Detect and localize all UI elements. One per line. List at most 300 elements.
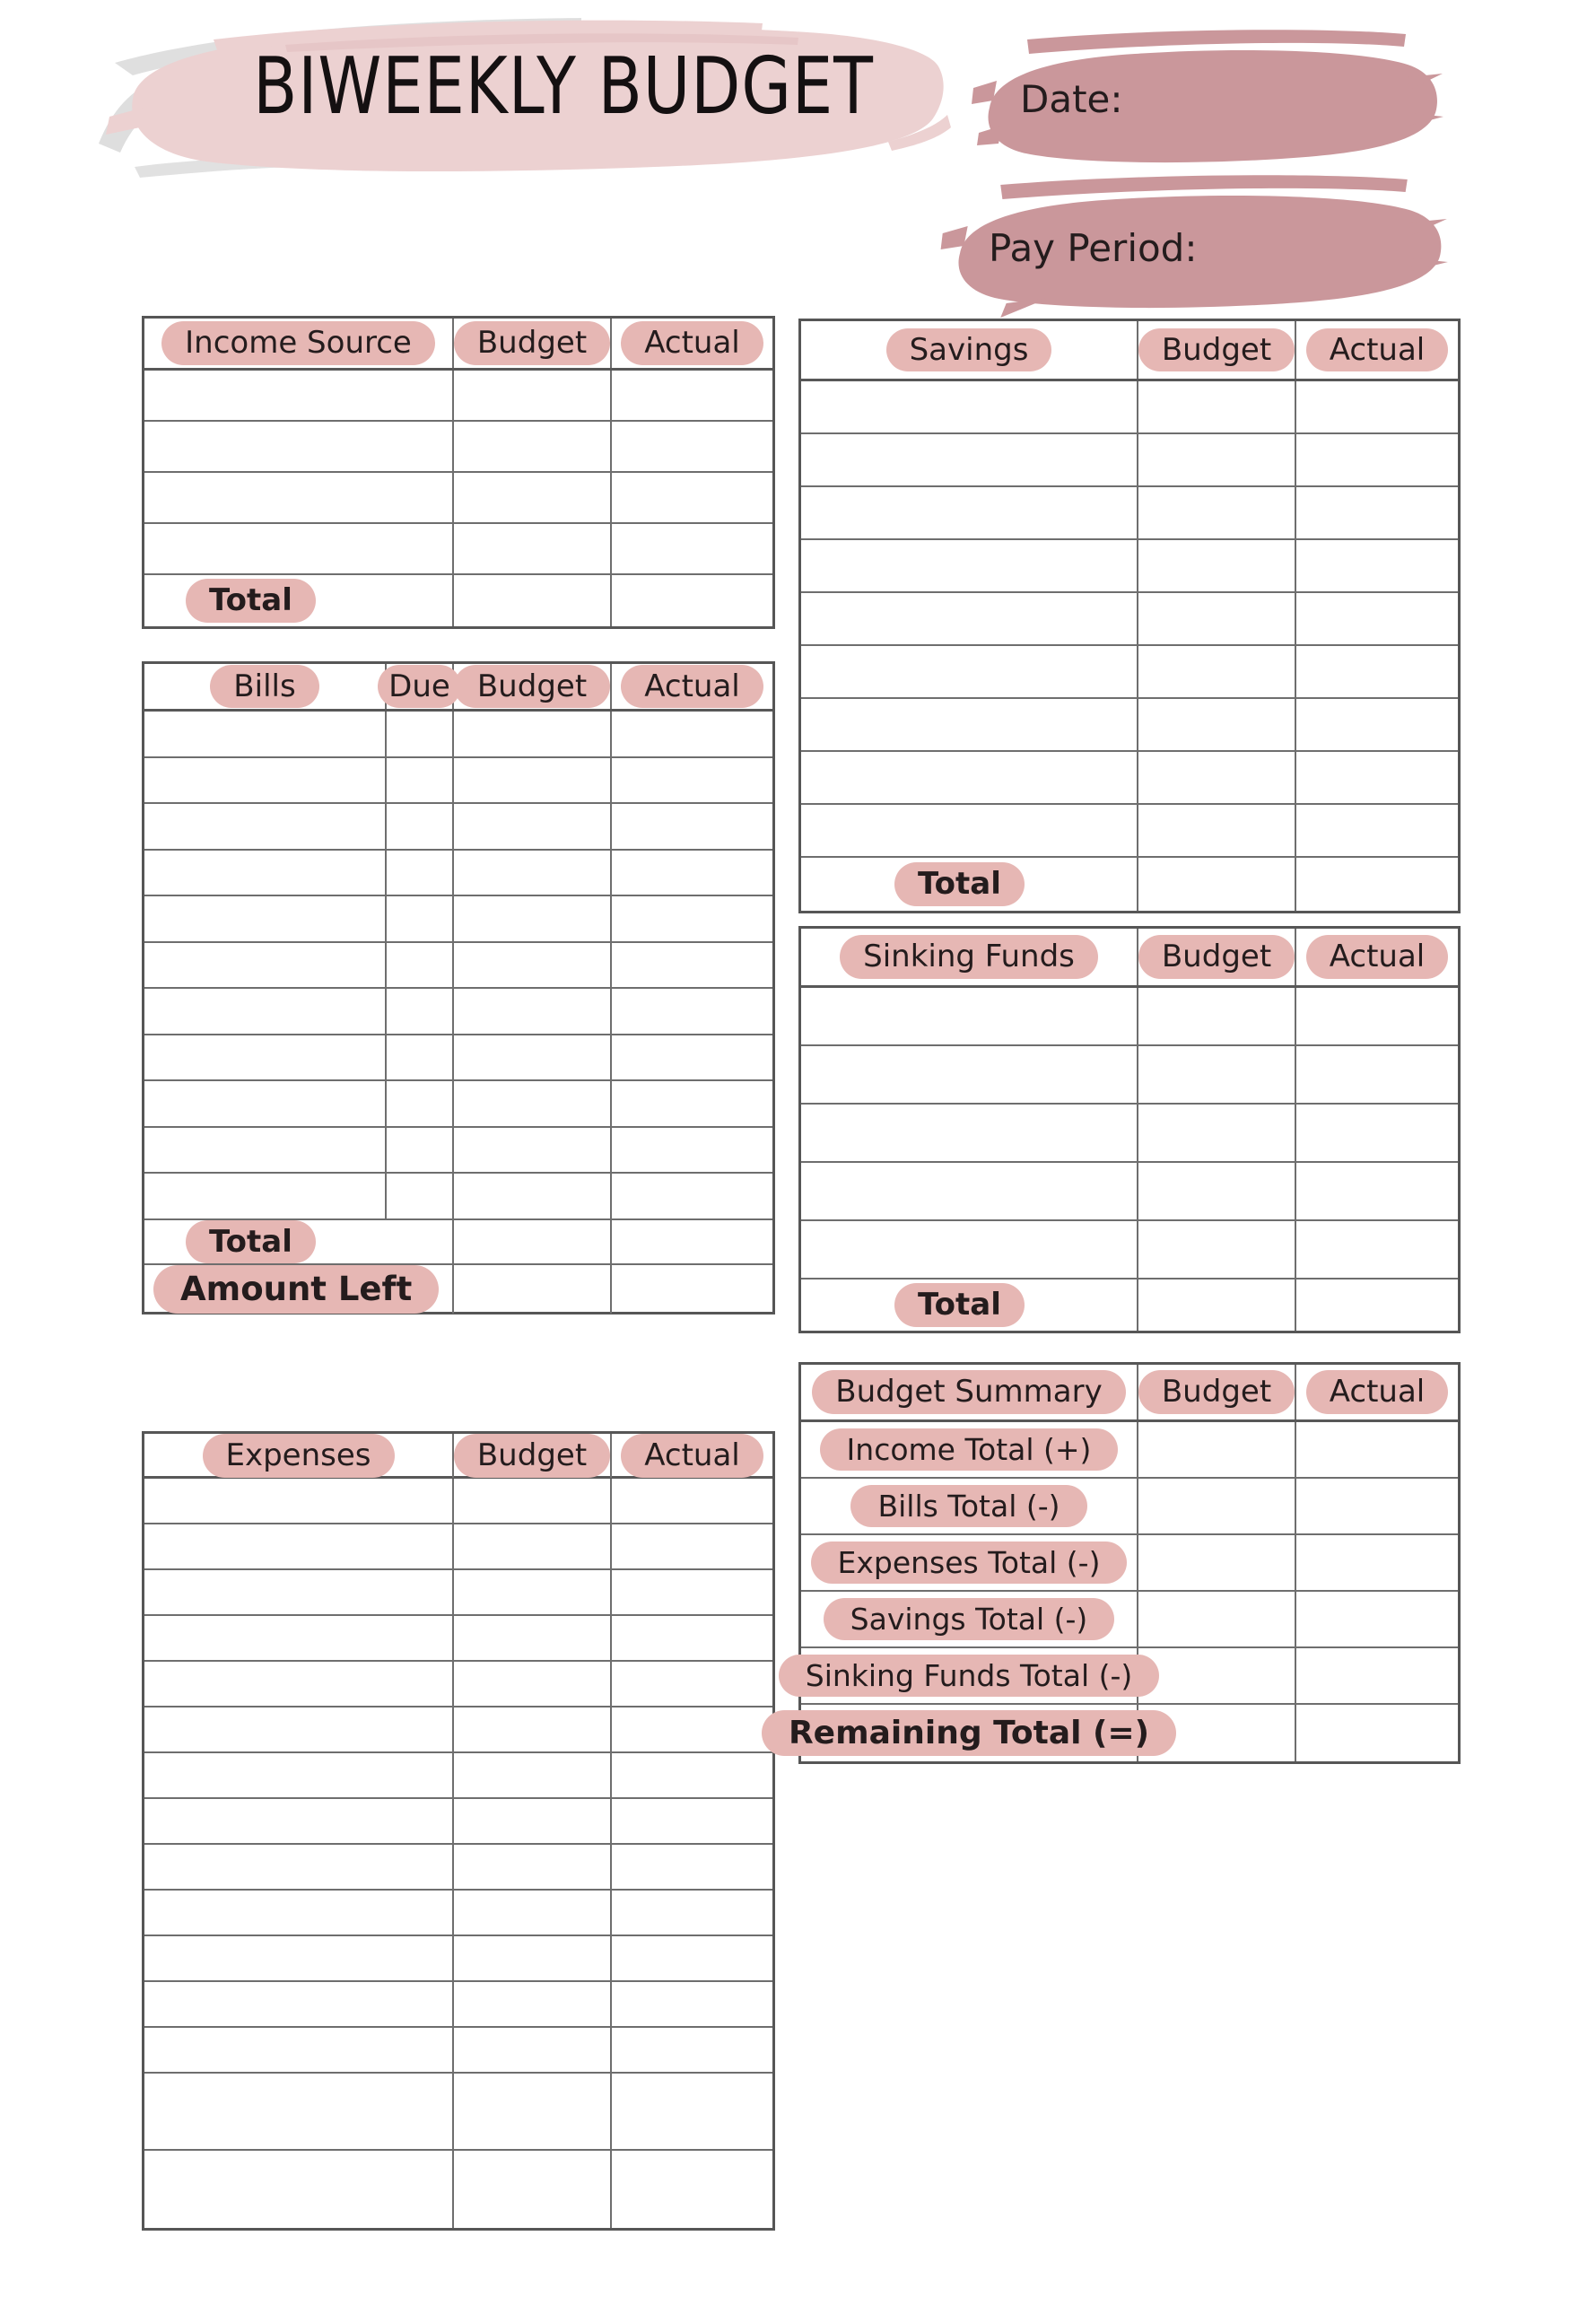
- summary-header-budget: [1138, 1365, 1296, 1419]
- pay-period-input-area[interactable]: [1193, 210, 1417, 291]
- savings-row9-cell1[interactable]: [801, 805, 1138, 856]
- summary-sinking-funds-total-budget-cell[interactable]: [1138, 1648, 1296, 1703]
- summary-expenses-total-actual-cell[interactable]: [1296, 1535, 1458, 1590]
- income-total-label: [144, 575, 454, 626]
- expenses-row4-cell1[interactable]: [144, 1616, 454, 1660]
- expenses-row11-cell3[interactable]: [612, 1936, 772, 1980]
- savings-row6-cell2[interactable]: [1138, 646, 1296, 697]
- bills-row1-cell3[interactable]: [454, 712, 612, 756]
- sinking-row4-cell2[interactable]: [1138, 1163, 1296, 1219]
- expenses-row14-cell1[interactable]: [144, 2074, 454, 2149]
- sinking-row: [801, 1221, 1458, 1280]
- sinking-total-value-cell2[interactable]: [1296, 1280, 1458, 1331]
- savings-row8-cell1[interactable]: [801, 752, 1138, 803]
- savings-row: [801, 434, 1458, 487]
- expenses-row5-cell2[interactable]: [454, 1662, 612, 1706]
- expenses-row10-cell1[interactable]: [144, 1891, 454, 1935]
- expenses-row1-cell2[interactable]: [454, 1479, 612, 1523]
- sinking-header-sinking-funds-pill: Sinking Funds: [840, 935, 1098, 979]
- bills-amount-left-value-cell2[interactable]: [612, 1265, 772, 1314]
- expenses-row9-cell2[interactable]: [454, 1845, 612, 1889]
- bills-row11-cell1[interactable]: [144, 1174, 387, 1218]
- income-row4-cell2[interactable]: [454, 524, 612, 573]
- sinking-row3-cell3[interactable]: [1296, 1105, 1458, 1161]
- bills-row7-cell1[interactable]: [144, 989, 387, 1034]
- title-banner: [79, 7, 963, 187]
- bills-row: [144, 1174, 772, 1220]
- expenses-header-row: [144, 1434, 772, 1479]
- savings-row1-cell3[interactable]: [1296, 381, 1458, 432]
- bills-row5-cell4[interactable]: [612, 896, 772, 941]
- savings-row3-cell3[interactable]: [1296, 487, 1458, 538]
- savings-row7-cell3[interactable]: [1296, 699, 1458, 750]
- income-row2-cell1[interactable]: [144, 422, 454, 471]
- income-header-actual-pill: Actual: [621, 321, 763, 365]
- savings-row2-cell1[interactable]: [801, 434, 1138, 485]
- savings-row: [801, 487, 1458, 540]
- summary-label-remaining-total-pill: Remaining Total (=): [762, 1710, 1176, 1756]
- expenses-row12-cell1[interactable]: [144, 1982, 454, 2026]
- expenses-row: [144, 1845, 772, 1891]
- expenses-row: [144, 1891, 772, 1936]
- expenses-row6-cell3[interactable]: [612, 1707, 772, 1751]
- savings-row: [801, 805, 1458, 858]
- savings-row4-cell2[interactable]: [1138, 540, 1296, 591]
- bills-row6-cell4[interactable]: [612, 943, 772, 988]
- sinking-row5-cell2[interactable]: [1138, 1221, 1296, 1278]
- sinking-header-sinking-funds: [801, 929, 1138, 985]
- bills-row9-cell4[interactable]: [612, 1081, 772, 1126]
- savings-header-row: [801, 321, 1458, 381]
- date-input-area[interactable]: [1135, 61, 1422, 142]
- bills-header-due: [387, 664, 454, 709]
- expenses-row: [144, 2028, 772, 2074]
- income-header-income-source: [144, 319, 454, 368]
- income-header-budget-pill: Budget: [454, 321, 610, 365]
- bills-row11-cell2[interactable]: [387, 1174, 454, 1218]
- expenses-header-expenses-pill: Expenses: [203, 1434, 395, 1478]
- expenses-header-actual-pill: Actual: [621, 1434, 763, 1478]
- income-row: [144, 473, 772, 524]
- income-header-row: [144, 319, 772, 371]
- pay-period-label: Pay Period:: [989, 226, 1198, 270]
- income-row1-cell3[interactable]: [612, 371, 772, 420]
- expenses-row1-cell3[interactable]: [612, 1479, 772, 1523]
- bills-row3-cell2[interactable]: [387, 804, 454, 849]
- bills-header-actual-pill: Actual: [621, 665, 763, 709]
- summary-remaining-total-actual-cell[interactable]: [1296, 1705, 1458, 1761]
- expenses-row: [144, 1662, 772, 1707]
- expenses-row1-cell1[interactable]: [144, 1479, 454, 1523]
- date-banner: [964, 25, 1444, 178]
- savings-row2-cell2[interactable]: [1138, 434, 1296, 485]
- bills-row8-cell3[interactable]: [454, 1035, 612, 1080]
- expenses-row15-cell3[interactable]: [612, 2151, 772, 2228]
- expenses-row11-cell2[interactable]: [454, 1936, 612, 1980]
- sinking-row1-cell1[interactable]: [801, 988, 1138, 1044]
- bills-row11-cell4[interactable]: [612, 1174, 772, 1218]
- savings-row1-cell1[interactable]: [801, 381, 1138, 432]
- sinking-row: [801, 1280, 1458, 1331]
- bills-row: [144, 989, 772, 1035]
- bills-row1-cell2[interactable]: [387, 712, 454, 756]
- income-header-income-source-pill: Income Source: [161, 321, 435, 365]
- savings-row4-cell1[interactable]: [801, 540, 1138, 591]
- bills-row6-cell1[interactable]: [144, 943, 387, 988]
- sinking-total-value-cell1[interactable]: [1138, 1280, 1296, 1331]
- sinking-row1-cell3[interactable]: [1296, 988, 1458, 1044]
- bills-row1-cell4[interactable]: [612, 712, 772, 756]
- bills-row9-cell3[interactable]: [454, 1081, 612, 1126]
- income-row4-cell1[interactable]: [144, 524, 454, 573]
- bills-row: [144, 804, 772, 851]
- savings-row5-cell2[interactable]: [1138, 593, 1296, 644]
- savings-row: [801, 646, 1458, 699]
- bills-row6-cell2[interactable]: [387, 943, 454, 988]
- bills-row4-cell1[interactable]: [144, 851, 387, 895]
- income-row: [144, 422, 772, 473]
- income-header-budget: [454, 319, 612, 368]
- bills-header-budget: [454, 664, 612, 709]
- bills-row4-cell3[interactable]: [454, 851, 612, 895]
- savings-row7-cell1[interactable]: [801, 699, 1138, 750]
- bills-row8-cell2[interactable]: [387, 1035, 454, 1080]
- savings-row: [801, 593, 1458, 646]
- savings-row3-cell2[interactable]: [1138, 487, 1296, 538]
- bills-row7-cell4[interactable]: [612, 989, 772, 1034]
- expenses-row: [144, 1753, 772, 1799]
- bills-row10-cell1[interactable]: [144, 1128, 387, 1173]
- summary-savings-total-budget-cell[interactable]: [1138, 1592, 1296, 1646]
- sinking-row: [801, 988, 1458, 1046]
- expenses-row14-cell2[interactable]: [454, 2074, 612, 2149]
- expenses-row3-cell1[interactable]: [144, 1570, 454, 1614]
- expenses-row8-cell2[interactable]: [454, 1799, 612, 1843]
- sinking-row4-cell1[interactable]: [801, 1163, 1138, 1219]
- income-row2-cell3[interactable]: [612, 422, 772, 471]
- bills-row: [144, 943, 772, 990]
- savings-total-label: [801, 858, 1138, 911]
- bills-row: [144, 712, 772, 758]
- savings-row5-cell3[interactable]: [1296, 593, 1458, 644]
- expenses-row: [144, 1982, 772, 2028]
- summary-header-budget-summary: [801, 1365, 1138, 1419]
- bills-row7-cell2[interactable]: [387, 989, 454, 1034]
- sinking-row5-cell3[interactable]: [1296, 1221, 1458, 1278]
- summary-row: [801, 1535, 1458, 1592]
- bills-row: [144, 758, 772, 805]
- income-row2-cell2[interactable]: [454, 422, 612, 471]
- bills-row2-cell4[interactable]: [612, 758, 772, 803]
- bills-row4-cell4[interactable]: [612, 851, 772, 895]
- summary-row: [801, 1648, 1458, 1705]
- savings-header-budget-pill: Budget: [1138, 328, 1295, 372]
- expenses-row7-cell2[interactable]: [454, 1753, 612, 1797]
- income-row4-cell3[interactable]: [612, 524, 772, 573]
- savings-row6-cell3[interactable]: [1296, 646, 1458, 697]
- sinking-row2-cell1[interactable]: [801, 1046, 1138, 1103]
- expenses-header-expenses: [144, 1434, 454, 1478]
- expenses-row: [144, 2074, 772, 2151]
- savings-total-label-pill: Total: [894, 862, 1025, 906]
- summary-label-bills-total: [801, 1479, 1138, 1533]
- sinking-row3-cell1[interactable]: [801, 1105, 1138, 1161]
- summary-header-budget-pill: Budget: [1138, 1370, 1295, 1414]
- savings-header-actual: [1296, 321, 1458, 379]
- expenses-row7-cell3[interactable]: [612, 1753, 772, 1797]
- sinking-funds-table: [798, 926, 1461, 1333]
- income-row: [144, 575, 772, 626]
- summary-bills-total-budget-cell[interactable]: [1138, 1479, 1296, 1533]
- summary-row: [801, 1422, 1458, 1479]
- sinking-row3-cell2[interactable]: [1138, 1105, 1296, 1161]
- bills-row: [144, 1265, 772, 1312]
- savings-total-value-cell1[interactable]: [1138, 858, 1296, 911]
- expenses-row6-cell2[interactable]: [454, 1707, 612, 1751]
- bills-amount-left-label-pill: Amount Left: [153, 1265, 439, 1314]
- bills-row11-cell3[interactable]: [454, 1174, 612, 1218]
- expenses-row: [144, 1479, 772, 1524]
- bills-table: [142, 661, 775, 1314]
- summary-row: [801, 1479, 1458, 1535]
- income-total-value-cell1[interactable]: [454, 575, 612, 626]
- expenses-row13-cell3[interactable]: [612, 2028, 772, 2072]
- savings-row8-cell2[interactable]: [1138, 752, 1296, 803]
- bills-row: [144, 1128, 772, 1175]
- summary-label-expenses-total-pill: Expenses Total (-): [811, 1542, 1128, 1585]
- summary-bills-total-actual-cell[interactable]: [1296, 1479, 1458, 1533]
- expenses-row2-cell1[interactable]: [144, 1524, 454, 1568]
- expenses-row: [144, 1707, 772, 1753]
- summary-label-bills-total-pill: Bills Total (-): [850, 1485, 1086, 1528]
- summary-header-actual: [1296, 1365, 1458, 1419]
- summary-savings-total-actual-cell[interactable]: [1296, 1592, 1458, 1646]
- expenses-row14-cell3[interactable]: [612, 2074, 772, 2149]
- bills-row10-cell2[interactable]: [387, 1128, 454, 1173]
- bills-header-actual: [612, 664, 772, 709]
- bills-row8-cell4[interactable]: [612, 1035, 772, 1080]
- savings-table: [798, 319, 1461, 913]
- bills-total-value-cell2[interactable]: [612, 1220, 772, 1264]
- bills-row4-cell2[interactable]: [387, 851, 454, 895]
- bills-row: [144, 1220, 772, 1265]
- savings-row: [801, 752, 1458, 805]
- expenses-row5-cell1[interactable]: [144, 1662, 454, 1706]
- sinking-row: [801, 1046, 1458, 1105]
- bills-amount-left-value-cell1[interactable]: [454, 1265, 612, 1314]
- sinking-header-budget-pill: Budget: [1138, 935, 1295, 979]
- income-table: [142, 316, 775, 629]
- expenses-row12-cell3[interactable]: [612, 1982, 772, 2026]
- page-title: BIWEEKLY BUDGET: [253, 41, 874, 133]
- expenses-row15-cell1[interactable]: [144, 2151, 454, 2228]
- savings-row3-cell1[interactable]: [801, 487, 1138, 538]
- bills-row2-cell3[interactable]: [454, 758, 612, 803]
- expenses-row: [144, 2151, 772, 2228]
- savings-row: [801, 699, 1458, 752]
- bills-row9-cell1[interactable]: [144, 1081, 387, 1126]
- savings-row2-cell3[interactable]: [1296, 434, 1458, 485]
- expenses-row: [144, 1524, 772, 1570]
- income-row1-cell2[interactable]: [454, 371, 612, 420]
- expenses-table: [142, 1431, 775, 2231]
- expenses-row4-cell2[interactable]: [454, 1616, 612, 1660]
- savings-row7-cell2[interactable]: [1138, 699, 1296, 750]
- savings-row5-cell1[interactable]: [801, 593, 1138, 644]
- bills-row: [144, 851, 772, 897]
- savings-row4-cell3[interactable]: [1296, 540, 1458, 591]
- expenses-row3-cell2[interactable]: [454, 1570, 612, 1614]
- savings-total-value-cell2[interactable]: [1296, 858, 1458, 911]
- expenses-row9-cell1[interactable]: [144, 1845, 454, 1889]
- bills-row2-cell2[interactable]: [387, 758, 454, 803]
- summary-label-savings-total: [801, 1592, 1138, 1646]
- summary-header-actual-pill: Actual: [1306, 1370, 1449, 1414]
- summary-remaining-total-budget-cell[interactable]: [1138, 1705, 1296, 1761]
- income-total-value-cell2[interactable]: [612, 575, 772, 626]
- sinking-header-budget: [1138, 929, 1296, 985]
- bills-row5-cell2[interactable]: [387, 896, 454, 941]
- expenses-row5-cell3[interactable]: [612, 1662, 772, 1706]
- savings-row: [801, 540, 1458, 593]
- sinking-row1-cell2[interactable]: [1138, 988, 1296, 1044]
- summary-header-budget-summary-pill: Budget Summary: [812, 1370, 1125, 1414]
- sinking-header-actual-pill: Actual: [1306, 935, 1449, 979]
- sinking-row: [801, 1105, 1458, 1163]
- bills-row1-cell1[interactable]: [144, 712, 387, 756]
- expenses-row: [144, 1570, 772, 1616]
- income-row3-cell3[interactable]: [612, 473, 772, 522]
- sinking-row2-cell2[interactable]: [1138, 1046, 1296, 1103]
- savings-header-actual-pill: Actual: [1306, 328, 1449, 372]
- savings-row: [801, 381, 1458, 434]
- summary-label-sinking-funds-total-pill: Sinking Funds Total (-): [779, 1655, 1160, 1698]
- expenses-row13-cell1[interactable]: [144, 2028, 454, 2072]
- summary-label-expenses-total: [801, 1535, 1138, 1590]
- bills-row3-cell3[interactable]: [454, 804, 612, 849]
- bills-header-row: [144, 664, 772, 712]
- sinking-row4-cell3[interactable]: [1296, 1163, 1458, 1219]
- bills-header-bills: [144, 664, 387, 709]
- sinking-row: [801, 1163, 1458, 1221]
- bills-row3-cell1[interactable]: [144, 804, 387, 849]
- summary-income-total-budget-cell[interactable]: [1138, 1422, 1296, 1477]
- summary-row: [801, 1592, 1458, 1648]
- bills-header-due-pill: Due: [378, 665, 461, 709]
- bills-amount-left-label: [144, 1265, 454, 1314]
- bills-row9-cell2[interactable]: [387, 1081, 454, 1126]
- savings-row8-cell3[interactable]: [1296, 752, 1458, 803]
- summary-label-sinking-funds-total: [801, 1648, 1138, 1703]
- expenses-row9-cell3[interactable]: [612, 1845, 772, 1889]
- summary-label-remaining-total: [788, 1705, 1150, 1761]
- pay-period-banner: [933, 170, 1449, 323]
- bills-row8-cell1[interactable]: [144, 1035, 387, 1080]
- expenses-header-budget-pill: Budget: [454, 1434, 610, 1478]
- bills-row10-cell3[interactable]: [454, 1128, 612, 1173]
- bills-row10-cell4[interactable]: [612, 1128, 772, 1173]
- savings-header-savings-pill: Savings: [886, 328, 1052, 372]
- expenses-row: [144, 1616, 772, 1662]
- income-row: [144, 524, 772, 575]
- sinking-row2-cell3[interactable]: [1296, 1046, 1458, 1103]
- expenses-row13-cell2[interactable]: [454, 2028, 612, 2072]
- expenses-row10-cell2[interactable]: [454, 1891, 612, 1935]
- income-row3-cell2[interactable]: [454, 473, 612, 522]
- bills-row: [144, 1081, 772, 1128]
- summary-income-total-actual-cell[interactable]: [1296, 1422, 1458, 1477]
- expenses-row7-cell1[interactable]: [144, 1753, 454, 1797]
- expenses-row3-cell3[interactable]: [612, 1570, 772, 1614]
- expenses-row: [144, 1799, 772, 1845]
- expenses-header-actual: [612, 1434, 772, 1478]
- expenses-row12-cell2[interactable]: [454, 1982, 612, 2026]
- bills-row7-cell3[interactable]: [454, 989, 612, 1034]
- bills-row2-cell1[interactable]: [144, 758, 387, 803]
- expenses-header-budget: [454, 1434, 612, 1478]
- expenses-row11-cell1[interactable]: [144, 1936, 454, 1980]
- bills-row: [144, 1035, 772, 1082]
- summary-row: [788, 1705, 1458, 1761]
- expenses-row10-cell3[interactable]: [612, 1891, 772, 1935]
- bills-header-bills-pill: Bills: [210, 665, 318, 709]
- income-header-actual: [612, 319, 772, 368]
- sinking-header-actual: [1296, 929, 1458, 985]
- sinking-row5-cell1[interactable]: [801, 1221, 1138, 1278]
- sinking-header-row: [801, 929, 1458, 988]
- bills-total-label-pill: Total: [186, 1220, 316, 1264]
- bills-total-value-cell1[interactable]: [454, 1220, 612, 1264]
- savings-row9-cell3[interactable]: [1296, 805, 1458, 856]
- savings-row: [801, 858, 1458, 911]
- expenses-row8-cell1[interactable]: [144, 1799, 454, 1843]
- summary-label-income-total-pill: Income Total (+): [820, 1428, 1119, 1472]
- bills-row6-cell3[interactable]: [454, 943, 612, 988]
- bills-row3-cell4[interactable]: [612, 804, 772, 849]
- date-label: Date:: [1020, 77, 1123, 121]
- sinking-total-label-pill: Total: [894, 1283, 1025, 1327]
- expenses-row8-cell3[interactable]: [612, 1799, 772, 1843]
- income-row: [144, 371, 772, 422]
- bills-row5-cell3[interactable]: [454, 896, 612, 941]
- expenses-row2-cell2[interactable]: [454, 1524, 612, 1568]
- summary-expenses-total-budget-cell[interactable]: [1138, 1535, 1296, 1590]
- expenses-row6-cell1[interactable]: [144, 1707, 454, 1751]
- bills-header-budget-pill: Budget: [454, 665, 610, 709]
- income-row1-cell1[interactable]: [144, 371, 454, 420]
- expenses-row4-cell3[interactable]: [612, 1616, 772, 1660]
- budget-summary-table: [788, 1362, 1461, 1764]
- savings-row9-cell2[interactable]: [1138, 805, 1296, 856]
- expenses-row2-cell3[interactable]: [612, 1524, 772, 1568]
- savings-row6-cell1[interactable]: [801, 646, 1138, 697]
- bills-total-label: [144, 1220, 454, 1264]
- bills-row: [144, 896, 772, 943]
- expenses-row: [144, 1936, 772, 1982]
- summary-header-row: [801, 1365, 1458, 1422]
- savings-header-budget: [1138, 321, 1296, 379]
- expenses-row15-cell2[interactable]: [454, 2151, 612, 2228]
- summary-label-income-total: [801, 1422, 1138, 1477]
- savings-row1-cell2[interactable]: [1138, 381, 1296, 432]
- bills-row5-cell1[interactable]: [144, 896, 387, 941]
- summary-sinking-funds-total-actual-cell[interactable]: [1296, 1648, 1458, 1703]
- income-row3-cell1[interactable]: [144, 473, 454, 522]
- sinking-total-label: [801, 1280, 1138, 1331]
- summary-label-savings-total-pill: Savings Total (-): [824, 1598, 1115, 1641]
- savings-header-savings: [801, 321, 1138, 379]
- income-total-label-pill: Total: [186, 579, 316, 623]
